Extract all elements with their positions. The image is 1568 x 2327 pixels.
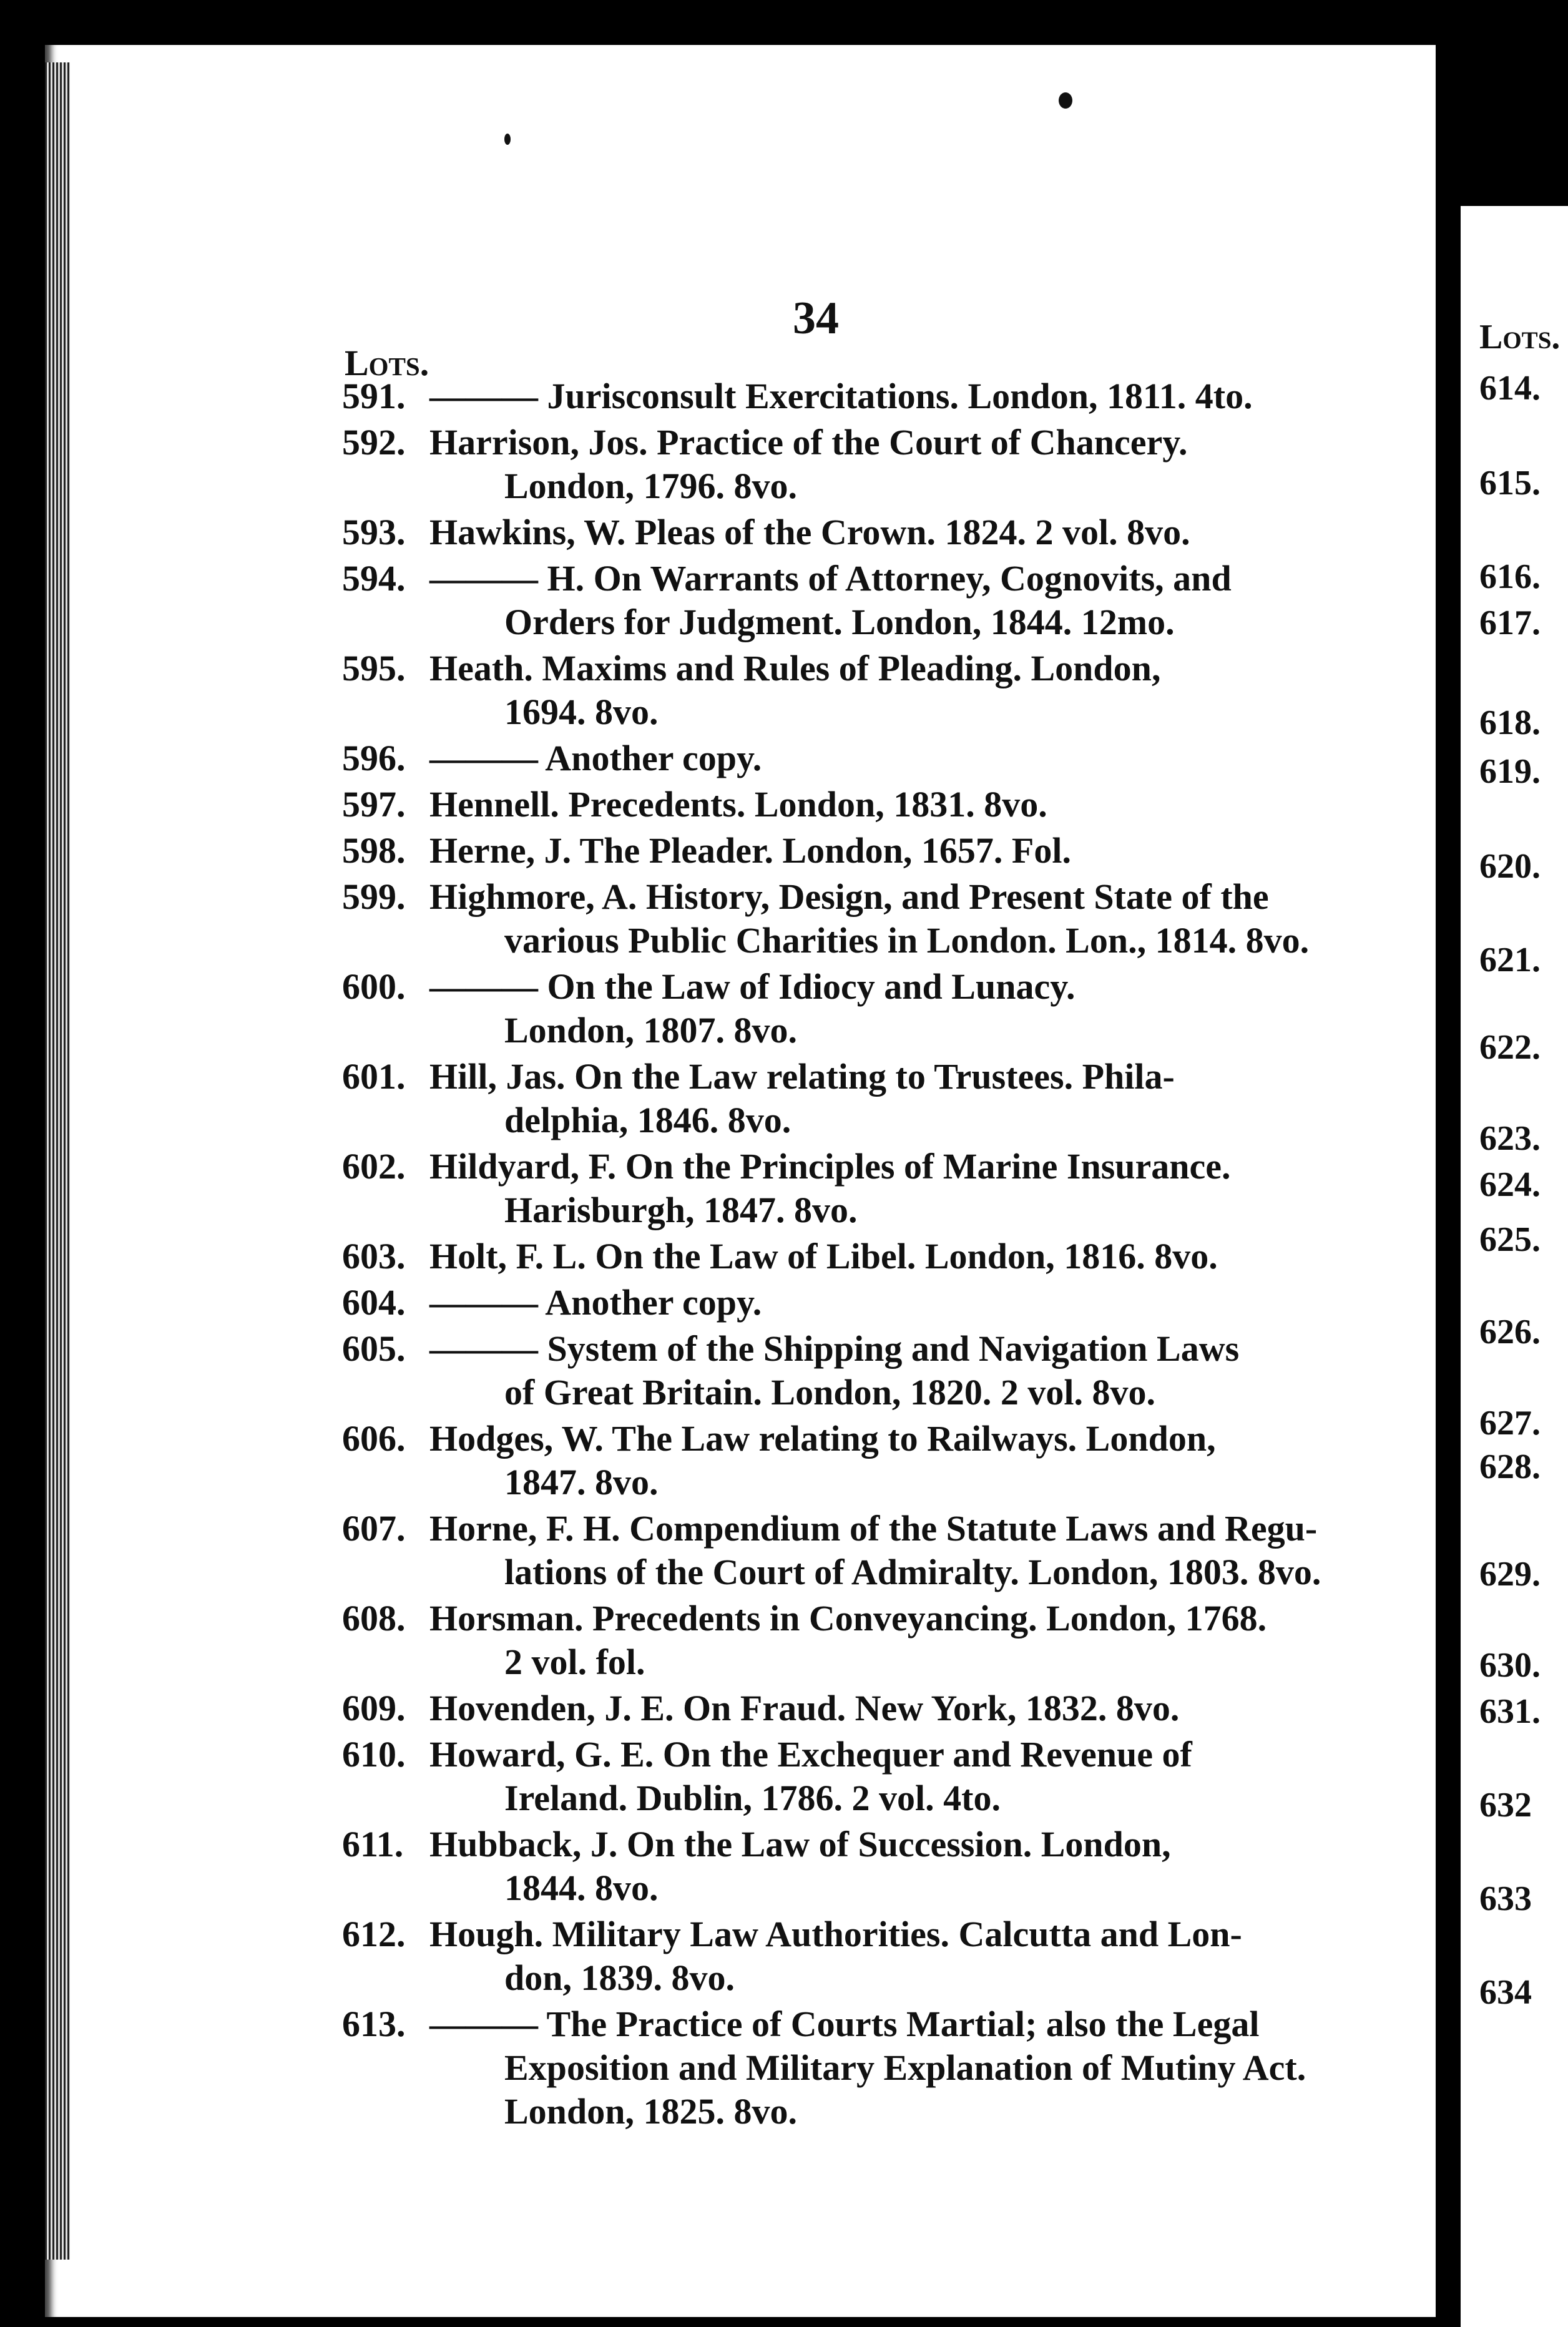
lot-entry <box>342 511 1366 554</box>
lot-description-continued: of Great Britain. London, 1820. 2 vol. 8vo. <box>504 1372 1155 1413</box>
lot-entry <box>342 875 1366 963</box>
lot-description-continued: various Public Charities in London. Lon., 1814. 8vo. <box>504 920 1310 961</box>
lot-description: ——— H. On Warrants of Attorney, Cognovits, and <box>429 558 1232 599</box>
page-edge <box>45 62 70 2260</box>
lot-number: 599. <box>342 876 406 917</box>
lot-description: ——— Jurisconsult Exercitations. London, 1811. 4to. <box>429 376 1253 416</box>
lot-description: Hennell. Precedents. London, 1831. 8vo. <box>429 784 1047 825</box>
lot-number: 592. <box>342 422 406 463</box>
lot-description: Holt, F. L. On the Law of Libel. London, 1816. 8vo. <box>429 1236 1218 1276</box>
facing-lots-heading: Lots. <box>1479 318 1561 356</box>
facing-lot-number: 618. <box>1479 703 1541 742</box>
lot-number: 591. <box>342 376 406 416</box>
ink-spot <box>1059 92 1072 109</box>
lot-number: 606. <box>342 1418 406 1459</box>
facing-lot-number: 614. <box>1479 369 1541 408</box>
lot-description-continued: lations of the Court of Admiralty. London, 1803. 8vo. <box>504 1552 1321 1592</box>
lot-description-continued: 1847. 8vo. <box>504 1462 659 1502</box>
lot-number: 609. <box>342 1688 406 1728</box>
lot-entry <box>342 1055 1366 1142</box>
lot-description: ——— System of the Shipping and Navigation Laws <box>429 1328 1240 1369</box>
lot-description-continued: Harisburgh, 1847. 8vo. <box>504 1190 858 1230</box>
facing-lot-number: 630. <box>1479 1646 1541 1685</box>
lot-entry <box>342 557 1366 644</box>
facing-lot-number: 632 <box>1479 1786 1532 1825</box>
facing-lot-number: 624. <box>1479 1165 1541 1204</box>
facing-lot-number: 621. <box>1479 941 1541 979</box>
lot-number: 594. <box>342 558 406 599</box>
lot-description: Howard, G. E. On the Exchequer and Revenue of <box>429 1734 1192 1775</box>
lot-list <box>342 375 1366 2136</box>
lot-description: Hodges, W. The Law relating to Railways. London, <box>429 1418 1216 1459</box>
lot-number: 597. <box>342 784 406 825</box>
facing-page-lot-numbers <box>1479 317 1568 2012</box>
lot-number: 600. <box>342 966 406 1007</box>
facing-lot-number: 633 <box>1479 1879 1532 1918</box>
facing-lot-number: 628. <box>1479 1448 1541 1486</box>
facing-lot-number: 619. <box>1479 752 1541 791</box>
lot-entry <box>342 1145 1366 1232</box>
lot-entry <box>342 1687 1366 1730</box>
facing-lot-number: 629. <box>1479 1555 1541 1594</box>
facing-lot-number: 627. <box>1479 1404 1541 1443</box>
lot-description-continued: London, 1825. 8vo. <box>504 2091 797 2132</box>
lot-number: 605. <box>342 1328 406 1369</box>
lot-number: 607. <box>342 1508 406 1549</box>
lot-entry <box>342 829 1366 873</box>
lot-number: 596. <box>342 738 406 778</box>
lot-description: Harrison, Jos. Practice of the Court of Chancery. <box>429 422 1188 463</box>
lot-entry <box>342 1913 1366 2000</box>
gutter <box>1436 0 1461 2327</box>
lot-number: 604. <box>342 1282 406 1323</box>
lot-description: ——— The Practice of Courts Martial; also the Legal <box>429 2004 1260 2044</box>
lot-description: Hough. Military Law Authorities. Calcutta and Lon- <box>429 1914 1242 1954</box>
lot-number: 602. <box>342 1146 406 1187</box>
lot-number: 593. <box>342 512 406 552</box>
lot-entry <box>342 375 1366 418</box>
lot-description-continued: Ireland. Dublin, 1786. 2 vol. 4to. <box>504 1778 1001 1818</box>
lot-description: Hubback, J. On the Law of Succession. London, <box>429 1824 1171 1864</box>
lot-description: Herne, J. The Pleader. London, 1657. Fol. <box>429 830 1071 871</box>
lot-description: Hawkins, W. Pleas of the Crown. 1824. 2 vol. 8vo. <box>429 512 1190 552</box>
facing-lot-number: 631. <box>1479 1692 1541 1731</box>
lot-number: 610. <box>342 1734 406 1775</box>
lot-description-continued: Orders for Judgment. London, 1844. 12mo. <box>504 602 1175 642</box>
lot-number: 601. <box>342 1056 406 1097</box>
lot-description: Horne, F. H. Compendium of the Statute Laws and Regu- <box>429 1508 1318 1549</box>
facing-lot-number: 634 <box>1479 1973 1532 2012</box>
lot-entry <box>342 1507 1366 1594</box>
facing-lot-number: 615. <box>1479 464 1541 502</box>
lot-entry <box>342 1235 1366 1278</box>
lot-description-continued: London, 1807. 8vo. <box>504 1010 797 1051</box>
lot-entry <box>342 647 1366 734</box>
lot-number: 595. <box>342 648 406 688</box>
lot-description: Hovenden, J. E. On Fraud. New York, 1832. 8vo. <box>429 1688 1180 1728</box>
lot-description-continued: delphia, 1846. 8vo. <box>504 1100 791 1140</box>
lot-entry <box>342 1733 1366 1820</box>
lot-description-continued: 2 vol. fol. <box>504 1642 645 1682</box>
lot-description: Hildyard, F. On the Principles of Marine Insurance. <box>429 1146 1231 1187</box>
ink-spot <box>504 134 511 145</box>
lot-description: Highmore, A. History, Design, and Present State of the <box>429 876 1269 917</box>
lot-description: ——— Another copy. <box>429 1282 762 1323</box>
facing-lot-number: 622. <box>1479 1028 1541 1067</box>
lot-entry <box>342 783 1366 826</box>
lot-description: ——— Another copy. <box>429 738 762 778</box>
lot-description: Horsman. Precedents in Conveyancing. London, 1768. <box>429 1598 1267 1639</box>
lot-entry <box>342 1327 1366 1414</box>
lot-description-continued: don, 1839. 8vo. <box>504 1957 735 1998</box>
lot-entry <box>342 2002 1366 2133</box>
facing-lot-number: 620. <box>1479 847 1541 886</box>
lot-entry <box>342 421 1366 508</box>
lot-number: 611. <box>342 1824 404 1864</box>
lot-entry <box>342 1417 1366 1504</box>
lots-heading: Lots. <box>345 343 429 383</box>
page-number: 34 <box>793 293 839 344</box>
lot-description-continued: London, 1796. 8vo. <box>504 466 797 506</box>
facing-lot-number: 623. <box>1479 1119 1541 1158</box>
lot-number: 603. <box>342 1236 406 1276</box>
lot-description-continued: 1694. 8vo. <box>504 692 659 732</box>
lot-entry <box>342 1281 1366 1325</box>
facing-lot-number: 616. <box>1479 557 1541 596</box>
lot-number: 612. <box>342 1914 406 1954</box>
lot-number: 598. <box>342 830 406 871</box>
lot-number: 608. <box>342 1598 406 1639</box>
lot-description: ——— On the Law of Idiocy and Lunacy. <box>429 966 1076 1007</box>
lot-description: Hill, Jas. On the Law relating to Trustees. Phila- <box>429 1056 1175 1097</box>
lot-description-continued: 1844. 8vo. <box>504 1868 659 1908</box>
lot-description: Heath. Maxims and Rules of Pleading. London, <box>429 648 1161 688</box>
lot-entry <box>342 737 1366 780</box>
lot-entry <box>342 1597 1366 1684</box>
facing-lot-number: 617. <box>1479 604 1541 642</box>
lot-number: 613. <box>342 2004 406 2044</box>
facing-lot-number: 625. <box>1479 1220 1541 1259</box>
lot-entry <box>342 1823 1366 1910</box>
lot-entry <box>342 965 1366 1052</box>
facing-lot-number: 626. <box>1479 1313 1541 1351</box>
lot-description-continued: Exposition and Military Explanation of Mutiny Act. <box>504 2047 1306 2088</box>
